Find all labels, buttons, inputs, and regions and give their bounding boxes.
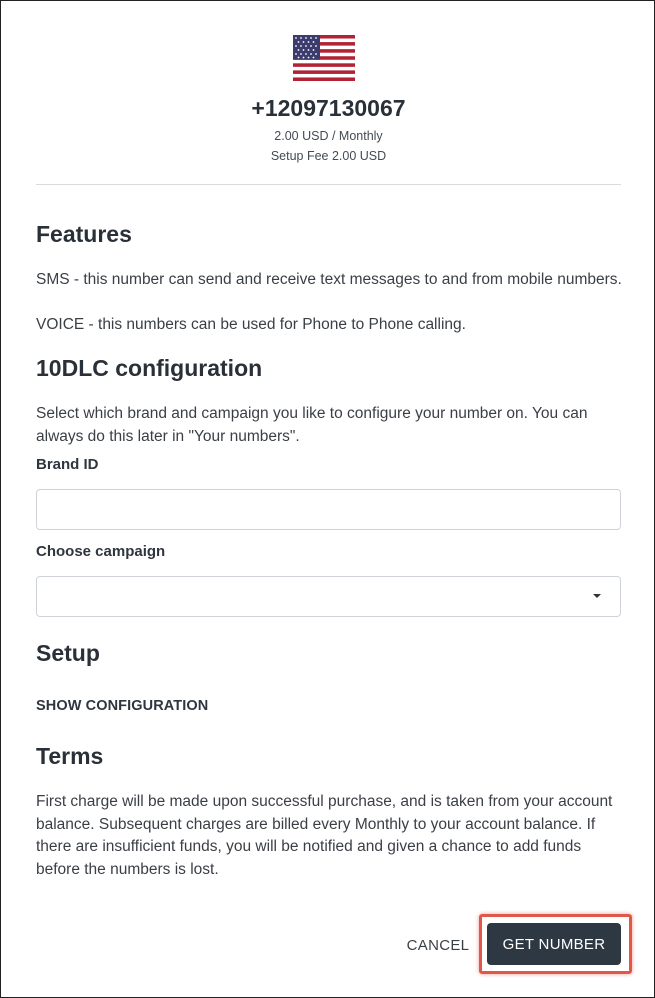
caret-down-icon <box>593 594 601 598</box>
campaign-select[interactable] <box>36 576 621 617</box>
features-sms: SMS - this number can send and receive text messages to and from mobile numbers. <box>36 271 622 288</box>
dlc-description: Select which brand and campaign you like to configure your number on. You can always do this later in "Your numbers". <box>36 405 588 445</box>
setup-fee: Setup Fee 2.00 USD <box>270 149 387 163</box>
monthly-price: 2.00 USD / Monthly <box>274 129 383 143</box>
phone-number: +12097130067 <box>251 95 406 121</box>
dlc-heading: 10DLC configuration <box>36 355 263 381</box>
features-voice: VOICE - this numbers can be used for Phone to Phone calling. <box>36 316 466 333</box>
terms-heading: Terms <box>36 743 104 769</box>
features-heading: Features <box>36 221 132 247</box>
setup-heading: Setup <box>36 640 100 666</box>
brand-id-label: Brand ID <box>36 456 99 473</box>
header-divider <box>36 184 621 185</box>
show-configuration-button[interactable]: SHOW CONFIGURATION <box>36 698 209 714</box>
get-number-button[interactable]: GET NUMBER <box>487 923 621 965</box>
campaign-label: Choose campaign <box>36 543 166 560</box>
us-flag-icon <box>293 35 355 81</box>
terms-text: First charge will be made upon successful purchase, and is taken from your account balance. Subsequent charges are billed every Monthly to your account balance. If there are insufficient funds, you will be notified and given a chance to add funds before the numbers is lost. <box>36 793 613 878</box>
brand-id-input[interactable] <box>36 489 621 530</box>
cancel-button[interactable]: CANCEL <box>397 925 479 965</box>
